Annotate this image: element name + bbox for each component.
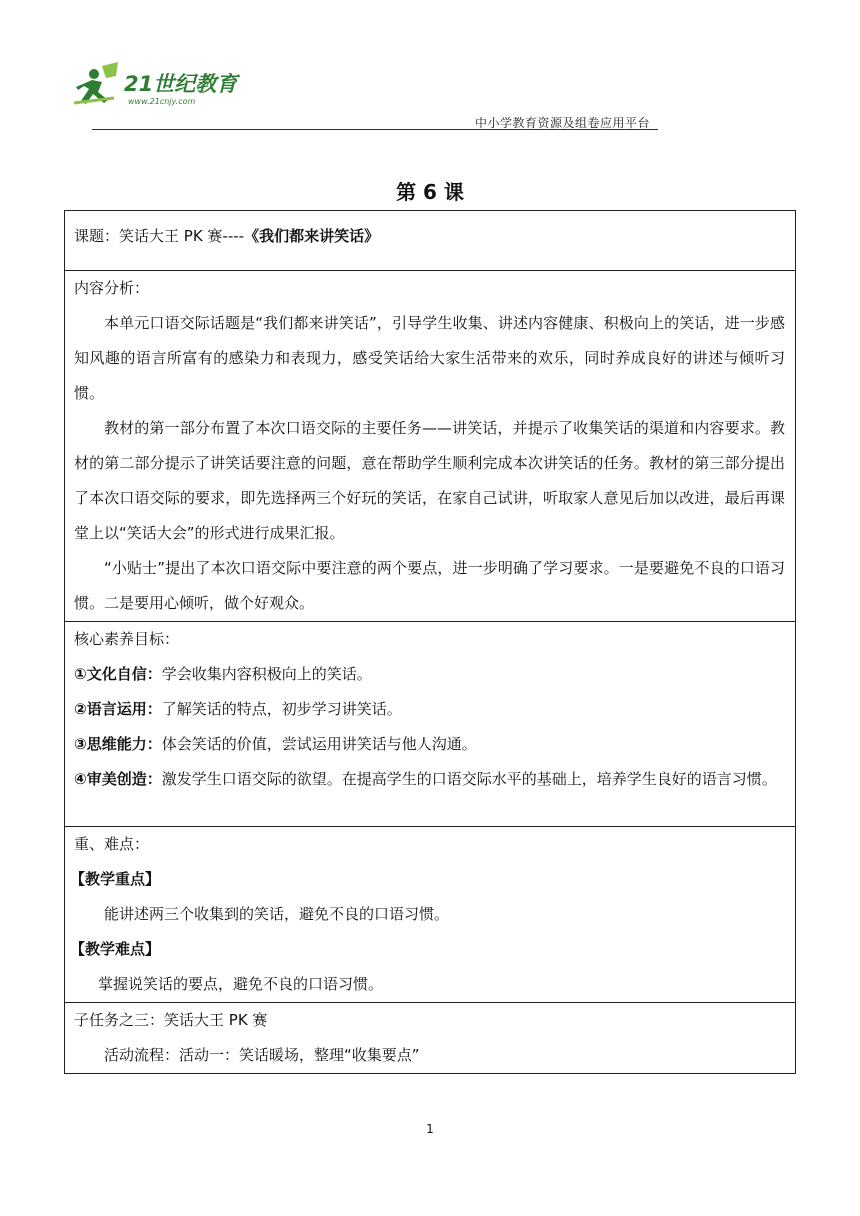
key-points-row — [65, 827, 796, 1003]
logo-text: 21世纪教育 — [124, 72, 238, 96]
goal-title: ①文化自信： — [74, 665, 162, 683]
goal-item — [74, 762, 785, 797]
site-logo — [72, 62, 252, 112]
teaching-difficulty-title: 【教学难点】 — [70, 940, 161, 958]
topic-title: 《我们都来讲笑话》 — [244, 227, 380, 245]
page-title: 第 6 课 — [396, 180, 464, 204]
goal-item — [74, 692, 785, 727]
core-goals-label: 核心素养目标： — [74, 630, 180, 648]
topic-row — [65, 211, 796, 271]
content-analysis-label: 内容分析： — [74, 279, 150, 297]
subtask-label: 子任务之三：笑话大王 PK 赛 — [74, 1011, 268, 1029]
platform-caption: 中小学教育资源及组卷应用平台 — [475, 116, 651, 130]
goal-title: ②语言运用： — [74, 700, 162, 718]
analysis-paragraph: “小贴士”提出了本次口语交际中要注意的两个要点，进一步明确了学习要求。一是要避免不良的口语习惯。二是要用心倾听，做个好观众。 — [74, 559, 785, 612]
teaching-focus-title: 【教学重点】 — [70, 870, 161, 888]
lesson-table — [64, 210, 796, 1074]
teaching-difficulty-text: 掌握说笑话的要点，避免不良的口语习惯。 — [98, 975, 384, 993]
topic-label: 课题：笑话大王 PK 赛---- — [74, 227, 245, 245]
key-points-label: 重、难点： — [74, 835, 150, 853]
goal-title: ③思维能力： — [74, 735, 162, 753]
runner-logo-icon — [72, 62, 252, 112]
analysis-paragraph: 教材的第一部分布置了本次口语交际的主要任务——讲笑话，并提示了收集笑话的渠道和内容要求。教材的第二部分提示了讲笑话要注意的问题，意在帮助学生顺利完成本次讲笑话的任务。教材的第三部分提出了本次口语交际的要求，即先选择两三个好玩的笑话，在家自己试讲，听取家人意见后加以改进，最后再课堂上以“笑话大会”的形式进行成果汇报。 — [74, 419, 785, 542]
goal-text: 学会收集内容积极向上的笑话。 — [161, 665, 372, 683]
goal-text: 体会笑话的价值，尝试运用讲笑话与他人沟通。 — [161, 735, 477, 753]
goal-text: 了解笑话的特点，初步学习讲笑话。 — [161, 700, 402, 718]
goal-item — [74, 727, 785, 762]
page-number: 1 — [426, 1122, 434, 1136]
goal-title: ④审美创造： — [74, 770, 162, 788]
goal-text: 激发学生口语交际的欲望。在提高学生的口语交际水平的基础上，培养学生良好的语言习惯。 — [161, 770, 777, 788]
goal-item — [74, 657, 785, 692]
activity-flow: 活动流程：活动一：笑话暖场，整理“收集要点” — [104, 1046, 420, 1064]
content-analysis-row — [65, 271, 796, 622]
analysis-paragraph: 本单元口语交际话题是“我们都来讲笑话”，引导学生收集、讲述内容健康、积极向上的笑话，进一步感知风趣的语言所富有的感染力和表现力，感受笑话给大家生活带来的欢乐，同时养成良好的讲述与倾听习惯。 — [74, 314, 785, 402]
core-goals-row — [65, 622, 796, 827]
logo-url: www.21cnjy.com — [128, 97, 196, 106]
teaching-focus-text: 能讲述两三个收集到的笑话，避免不良的口语习惯。 — [104, 905, 450, 923]
subtask-row — [65, 1003, 796, 1074]
